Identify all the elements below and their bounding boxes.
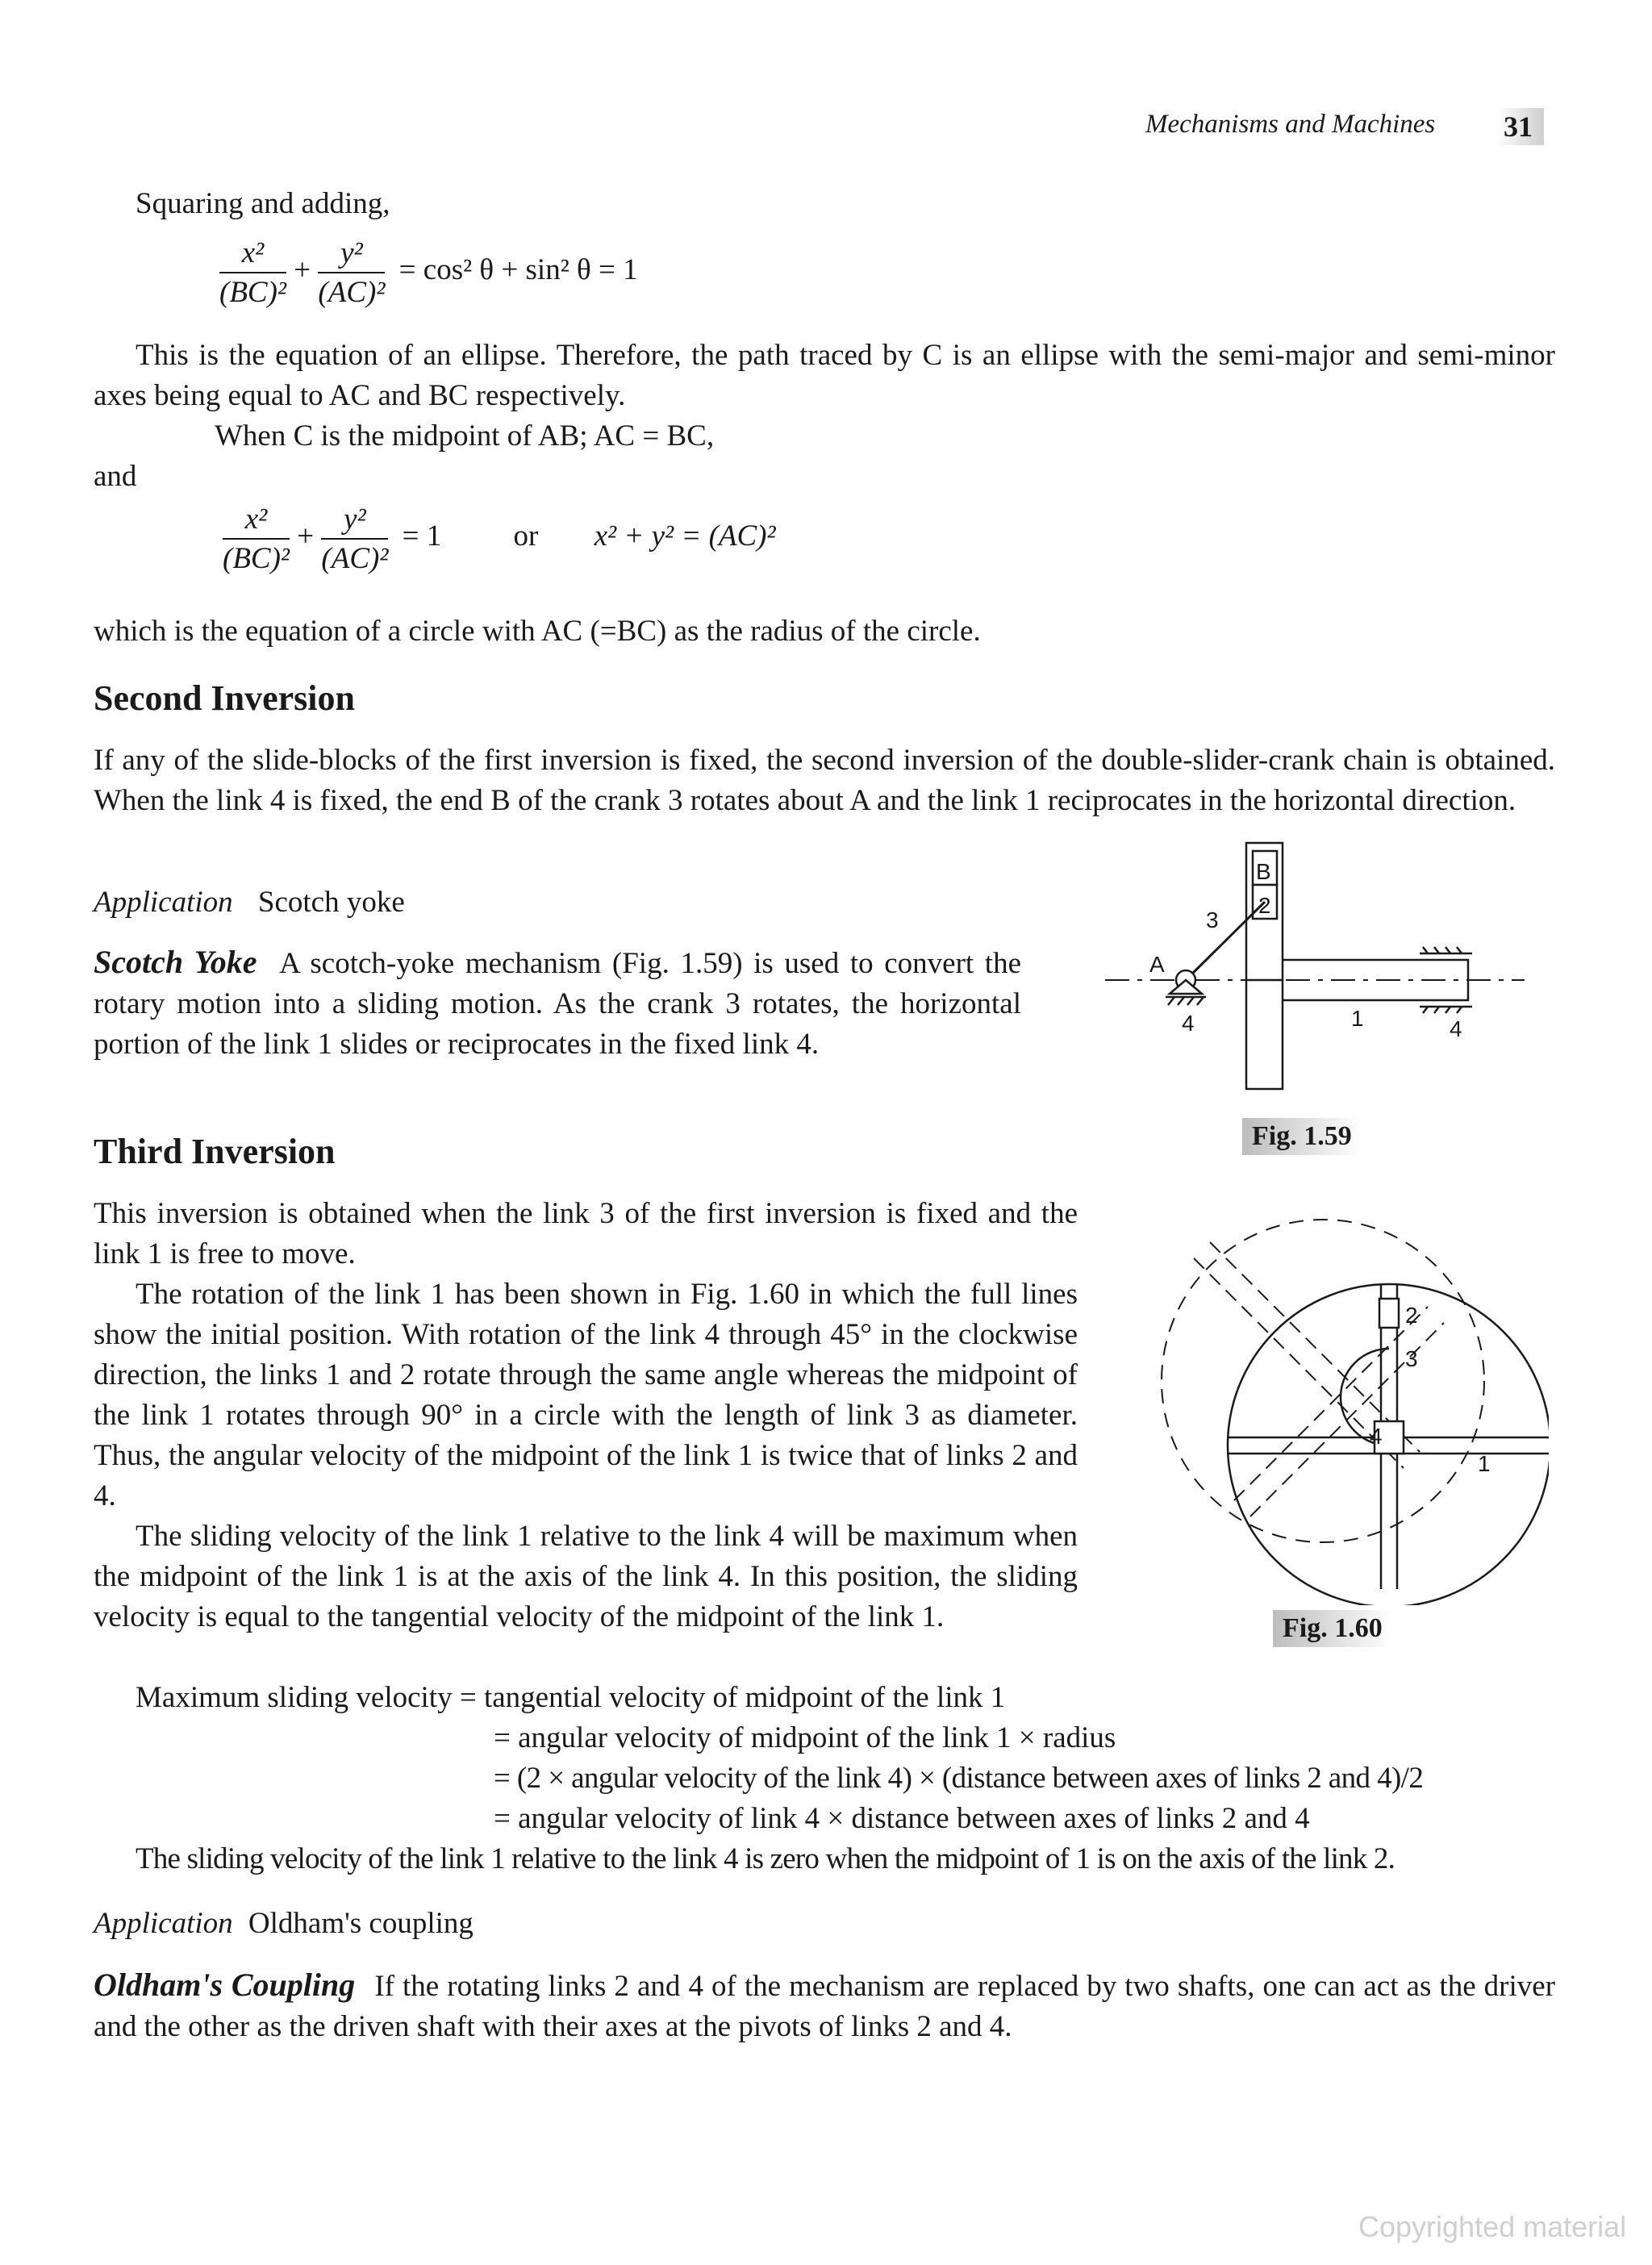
equation-circle	[223, 502, 776, 576]
application-text: Oldham's coupling	[248, 1907, 473, 1940]
numerator: x²	[223, 502, 290, 540]
equation-rhs: = cos² θ + sin² θ = 1	[398, 253, 638, 287]
application-scotch-yoke	[94, 882, 405, 923]
max-velocity-line-1: Maximum sliding velocity = tangential velocity of midpoint of the link 1	[136, 1681, 1006, 1714]
heading-third-inversion: Third Inversion	[94, 1132, 336, 1171]
third-inversion-paragraph-1: This inversion is obtained when the link 3 of the first inversion is fixed and the link 1 is free to move.	[94, 1197, 1078, 1270]
fig60-label-3: 3	[1405, 1346, 1418, 1371]
zero-velocity-paragraph: The sliding velocity of the link 1 relative to the link 4 is zero when the midpoint of 1 is on the axis of the link 2.	[136, 1842, 1395, 1875]
fig59-label-4a: 4	[1182, 1011, 1195, 1036]
oldham-paragraph	[94, 1965, 1555, 2047]
denominator: (AC)²	[318, 276, 386, 309]
fig60-label-1: 1	[1478, 1451, 1491, 1476]
oldham-heading: Oldham's Coupling	[94, 1967, 356, 2003]
fraction-y	[321, 502, 388, 576]
figure-1-59-caption: Fig. 1.59	[1242, 1118, 1362, 1155]
figure-1-59-scotch-yoke	[1089, 839, 1541, 1105]
fraction-y	[318, 236, 385, 310]
fig60-label-2: 2	[1405, 1303, 1418, 1328]
and-word: and	[94, 460, 137, 493]
fig59-label-3: 3	[1206, 907, 1219, 932]
squaring-intro: Squaring and adding,	[136, 187, 390, 220]
denominator: (BC)²	[223, 542, 290, 575]
max-velocity-line-3: = (2 × angular velocity of the link 4) × (distance between axes of links 2 and 4)/2	[494, 1762, 1424, 1795]
scotch-yoke-text: A scotch-yoke mechanism (Fig. 1.59) is used to convert the rotary motion into a sliding motion. As the crank 3 rotates, the horizontal portion of the link 1 slides or reciprocates in the fixed link 4.	[94, 947, 1021, 1061]
application-label: Application	[94, 1907, 233, 1940]
page-number: 31	[1496, 108, 1544, 145]
oldham-text: If the rotating links 2 and 4 of the mechanism are replaced by two shafts, one can act as the driver and the other as the driven shaft with their axes at the pivots of links 2 and 4.	[94, 1970, 1556, 2043]
third-inversion-paragraph-2: The rotation of the link 1 has been shown in Fig. 1.60 in which the full lines show the initial position. With rotation of the link 4 through 45° in the clockwise direction, the links 1 and 2 rotate through the same angle whereas the midpoint of the link 1 rotates through 90° in a circle with the length of link 3 as diameter. Thus, the angular velocity of the midpoint of the link 1 is twice that of links 2 and 4.	[94, 1278, 1078, 1512]
max-velocity-line-2: = angular velocity of midpoint of the link 1 × radius	[494, 1721, 1116, 1754]
midpoint-line: When C is the midpoint of AB; AC = BC,	[215, 419, 715, 453]
plus-sign: +	[294, 253, 311, 287]
max-velocity-line-4: = angular velocity of link 4 × distance between axes of links 2 and 4	[494, 1802, 1310, 1835]
figure-1-60-caption: Fig. 1.60	[1273, 1610, 1392, 1647]
third-inversion-paragraph-3: The sliding velocity of the link 1 relative to the link 4 will be maximum when the midpoint of the link 1 is at the axis of the link 4. In this position, the sliding velocity is equal to the tangential velocity of the midpoint of the link 1.	[94, 1520, 1078, 1633]
application-text: Scotch yoke	[257, 886, 405, 919]
or-word: or	[513, 519, 539, 553]
scotch-yoke-heading: Scotch Yoke	[94, 944, 257, 980]
fig59-label-1: 1	[1351, 1006, 1364, 1031]
plus-sign: +	[297, 519, 315, 553]
numerator: y²	[321, 502, 388, 540]
fig59-label-b: B	[1256, 859, 1271, 884]
second-inversion-paragraph: If any of the slide-blocks of the first inversion is fixed, the second inversion of the double-slider-crank chain is obtained. When the link 4 is fixed, the end B of the crank 3 rotates about A and the link 1 reciprocates in the horizontal direction.	[94, 744, 1555, 817]
denominator: (AC)²	[321, 542, 389, 575]
running-title: Mechanisms and Machines	[1145, 110, 1436, 139]
equation-rhs: = 1	[402, 519, 442, 553]
fraction-x	[223, 502, 290, 576]
fig59-label-2: 2	[1258, 893, 1271, 918]
fraction-x	[219, 236, 286, 310]
application-oldham	[94, 1904, 473, 1944]
denominator: (BC)²	[219, 276, 287, 309]
fig59-label-4b: 4	[1450, 1016, 1462, 1041]
numerator: x²	[219, 236, 286, 273]
ellipse-paragraph: This is the equation of an ellipse. Therefore, the path traced by C is an ellipse with the semi-major and semi-minor axes being equal to AC and BC respectively.	[94, 339, 1555, 412]
figure-1-60-third-inversion	[1129, 1202, 1549, 1605]
alternate-equation: x² + y² = (AC)²	[594, 519, 776, 553]
heading-second-inversion: Second Inversion	[94, 678, 355, 718]
equation-ellipse	[219, 236, 638, 310]
circle-paragraph: which is the equation of a circle with AC (=BC) as the radius of the circle.	[94, 615, 981, 648]
scotch-yoke-paragraph	[94, 942, 1021, 1065]
numerator: y²	[318, 236, 385, 273]
fig60-label-4: 4	[1370, 1424, 1383, 1449]
application-label: Application	[94, 886, 233, 919]
copyright-watermark: Copyrighted material	[1358, 2210, 1627, 2243]
fig59-label-a: A	[1149, 952, 1165, 977]
